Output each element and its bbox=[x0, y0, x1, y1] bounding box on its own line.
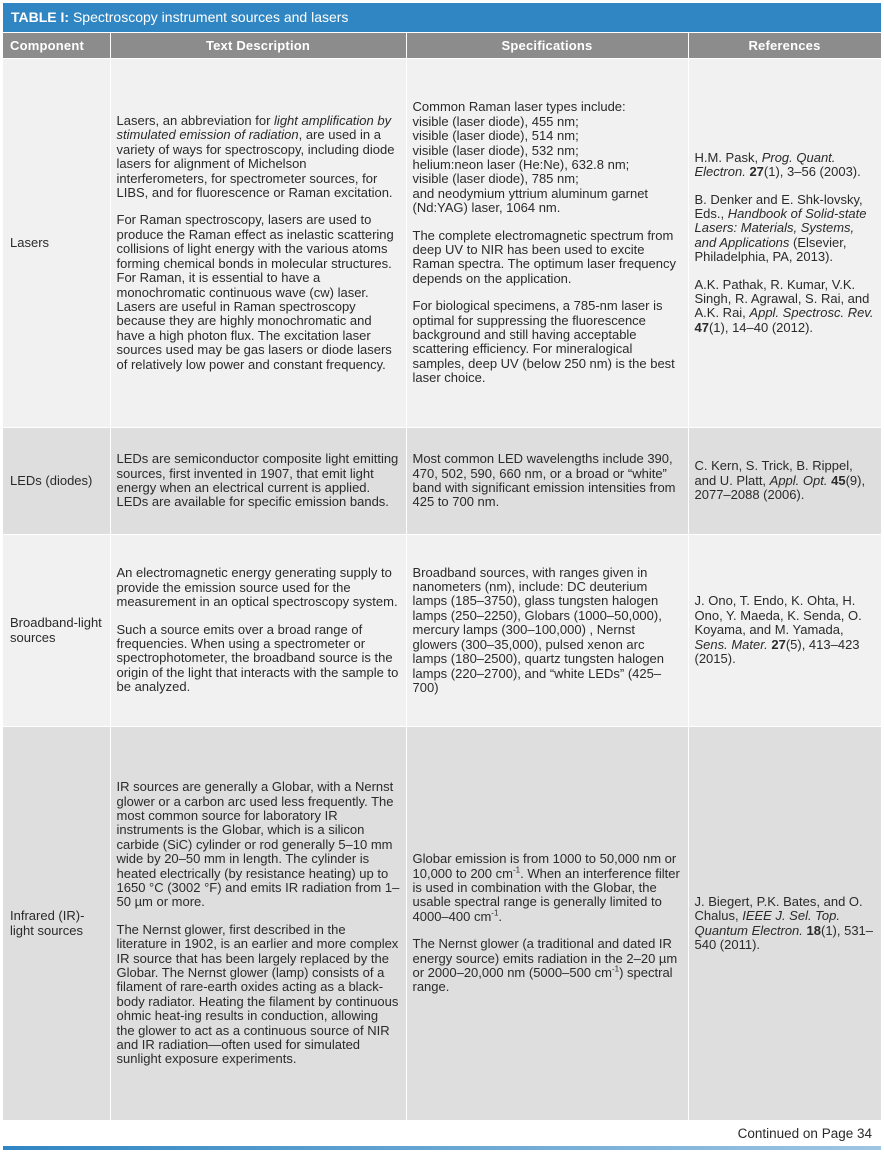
references-cell: C. Kern, S. Trick, B. Rippel, and U. Platt, Appl. Opt. 45(9), 2077–2088 (2006). bbox=[688, 428, 881, 535]
specifications-cell: Common Raman laser types include: visible (laser diode), 455 nm; visible (laser diode), 514 nm; visible (laser diode), 532 nm; helium:neon laser (He:Ne), 632.8 nm; visible (laser diode), 785 nm; and neodymium yttrium aluminum garnet (Nd:YAG) laser, 1064 nm. The complete electromagnetic spectrum from deep UV to NIR has been used to excite Raman spectra. The optimum laser frequency depends on the application. For biological specimens, a 785-nm laser is optimal for suppressing the fluorescence background and still having acceptable scattering efficiency. For mineralogical samples, deep UV (below 250 nm) is the best laser choice. bbox=[406, 59, 688, 428]
table-row bbox=[3, 727, 881, 1121]
references-cell: J. Ono, T. Endo, K. Ohta, H. Ono, Y. Maeda, K. Senda, O. Koyama, and M. Yamada, Sens. Mater. 27(5), 413–423 (2015). bbox=[688, 535, 881, 727]
table-caption: Spectroscopy instrument sources and lasers bbox=[72, 9, 349, 25]
header-component: Component bbox=[3, 33, 110, 59]
table-label: TABLE I: bbox=[11, 9, 70, 25]
table-row bbox=[3, 59, 881, 428]
header-references: References bbox=[688, 33, 881, 59]
header-description: Text Description bbox=[110, 33, 406, 59]
table-row bbox=[3, 535, 881, 727]
table-row bbox=[3, 428, 881, 535]
continued-note: Continued on Page 34 bbox=[737, 1126, 872, 1141]
description-cell: Lasers, an abbreviation for light amplification by stimulated emission of radiation, are used in a variety of ways for spectroscopy, including diode lasers for alignment of Michelson interferometers, for spectrometer sources, for LIBS, and for fluorescence or Raman excitation. For Raman spectroscopy, lasers are used to produce the Raman effect as inelastic scattering collisions of light energy with the various atoms forming chemical bonds in molecular structures. For Raman, it is essential to have a monochromatic continuous wave (cw) laser. Lasers are useful in Raman spectroscopy because they are highly monochromatic and have a high photon flux. The excitation laser sources used may be gas lasers or diode lasers of relatively low power and constant frequency. bbox=[110, 59, 406, 428]
header-row bbox=[3, 33, 881, 59]
component-cell: LEDs (diodes) bbox=[3, 428, 110, 535]
sources-table bbox=[3, 33, 882, 1121]
description-cell: An electromagnetic energy generating supply to provide the emission source used for the measurement in an optical spectroscopy system. Such a source emits over a broad range of frequencies. When using a spectrometer or spectrophotometer, the broadband source is the origin of the light that interacts with the sample to be analyzed. bbox=[110, 535, 406, 727]
specifications-cell: Broadband sources, with ranges given in nanometers (nm), include: DC deuterium lamps (185–3750), glass tungsten halogen lamps (250–2250), Globars (1000–50,000), mercury lamps (300–100,000) , Nernst glowers (300–35,000), pulsed xenon arc lamps (180–2500), quartz tungsten halogen lamps (220–2700), and “white LEDs” (425–700) bbox=[406, 535, 688, 727]
specifications-cell: Globar emission is from 1000 to 50,000 nm or 10,000 to 200 $cm^{-1}$. When an interference filter is used in combination with the Globar, the usable spectral range is generally limited to 4000–400 $cm^{-1}$. The Nernst glower (a traditional and dated IR energy source) emits radiation in the 2–20 µm or 2000–20,000 nm (5000–500 $cm^{-1}$) spectral range. bbox=[406, 727, 688, 1121]
references-cell: J. Biegert, P.K. Bates, and O. Chalus, IEEE J. Sel. Top. Quantum Electron. 18(1), 531–540 (2011). bbox=[688, 727, 881, 1121]
specifications-cell: Most common LED wavelengths include 390, 470, 502, 590, 660 nm, or a broad or “white” band with significant emission intensities from 425 to 700 nm. bbox=[406, 428, 688, 535]
description-cell: LEDs are semiconductor composite light emitting sources, first invented in 1907, that emit light energy when an electrical current is applied. LEDs are available for specific emission bands. bbox=[110, 428, 406, 535]
bottom-rule bbox=[3, 1146, 881, 1150]
component-cell: Lasers bbox=[3, 59, 110, 428]
header-specifications: Specifications bbox=[406, 33, 688, 59]
component-cell: Infrared (IR)-light sources bbox=[3, 727, 110, 1121]
table-title bbox=[3, 3, 881, 32]
component-cell: Broadband-light sources bbox=[3, 535, 110, 727]
description-cell: IR sources are generally a Globar, with a Nernst glower or a carbon arc used less frequently. The most common source for laboratory IR instruments is the Globar, which is a silicon carbide (SiC) cylinder or rod generally 5–10 mm wide by 20–50 mm in length. The cylinder is heated electrically (by resistance heating) up to 1650 °C (3002 °F) and emits IR radiation from 1–50 µm or more. The Nernst glower, first described in the literature in 1902, is an earlier and more complex IR source that has been largely replaced by the Globar. The Nernst glower (lamp) consists of a filament of rare-earth oxides acting as a black-body radiator. Heating the filament by continuous ohmic heat-ing results in conduction, allowing the glower to act as a continuous source of NIR and IR radiation—often used for simulated sunlight exposure experiments. bbox=[110, 727, 406, 1121]
references-cell: H.M. Pask, Prog. Quant. Electron. 27(1), 3–56 (2003). B. Denker and E. Shk-lovsky, Eds., Handbook of Solid-state Lasers: Materials, Systems, and Applications (Elsevier, Philadelphia, PA, 2013). A.K. Pathak, R. Kumar, V.K. Singh, R. Agrawal, S. Rai, and A.K. Rai, Appl. Spectrosc. Rev. 47(1), 14–40 (2012). bbox=[688, 59, 881, 428]
